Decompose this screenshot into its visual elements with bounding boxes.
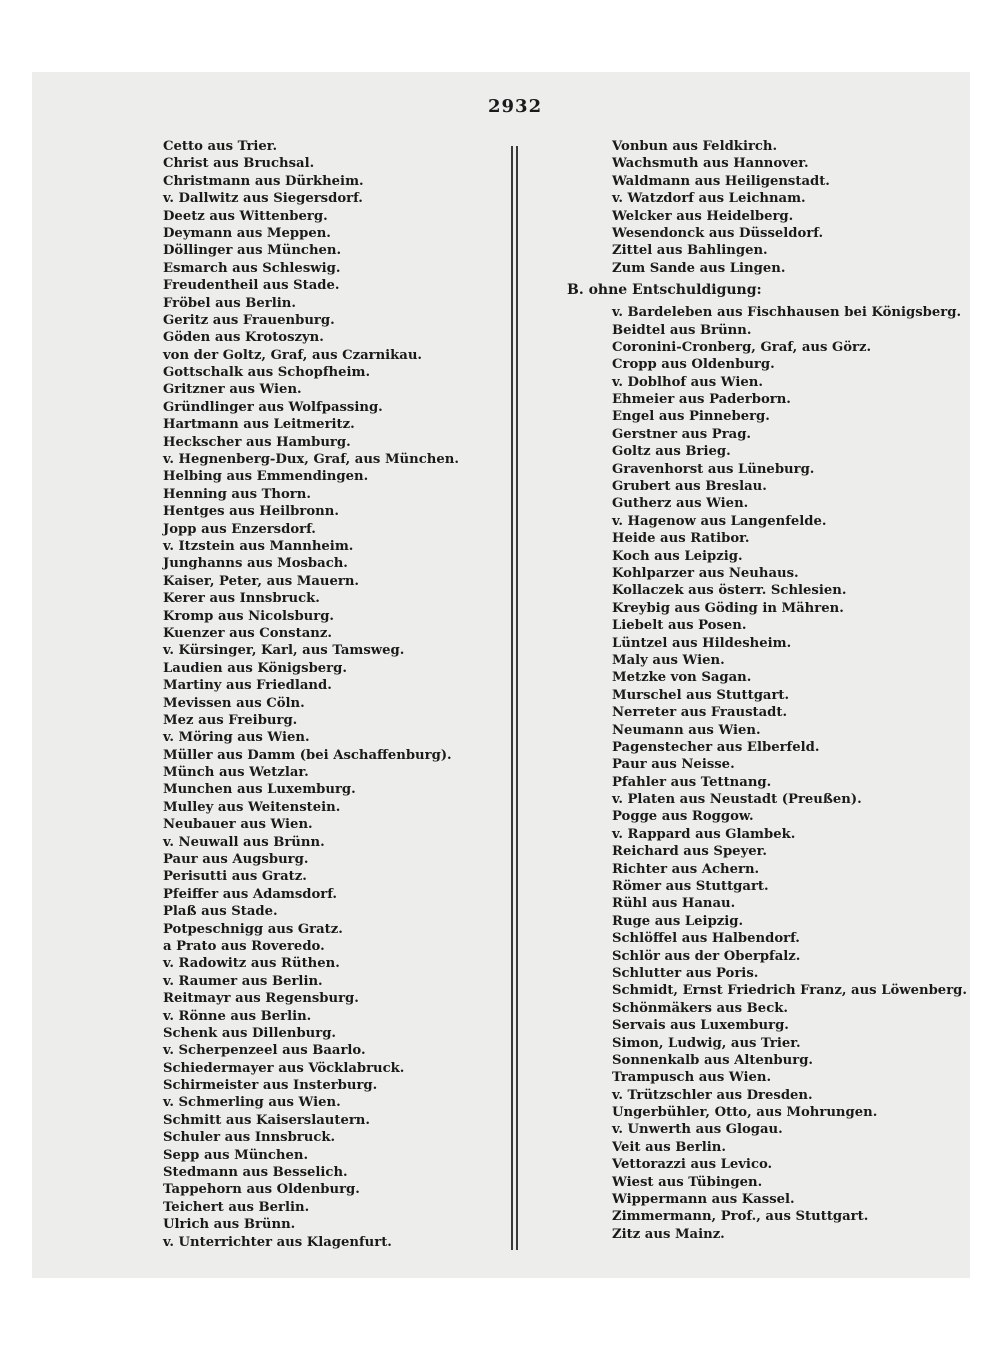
- column-rule-right: [516, 146, 518, 1250]
- list-item: Kaiser, Peter, aus Mauern.: [163, 573, 360, 589]
- list-item: Gründlinger aus Wolfpassing.: [163, 399, 383, 415]
- list-item: Pfahler aus Tettnang.: [612, 774, 772, 790]
- list-item: Martiny aus Friedland.: [163, 678, 332, 694]
- section-heading: B. ohne Entschuldigung:: [567, 282, 762, 299]
- list-item: Kohlparzer aus Neuhaus.: [612, 565, 799, 581]
- list-item: Geritz aus Frauenburg.: [163, 312, 335, 328]
- list-item: Vettorazzi aus Levico.: [612, 1157, 773, 1173]
- list-item: Mulley aus Weitenstein.: [163, 799, 341, 815]
- list-item: Wesendonck aus Düsseldorf.: [612, 225, 824, 241]
- list-item: Servais aus Luxemburg.: [612, 1018, 789, 1034]
- list-item: Paur aus Neisse.: [612, 757, 735, 773]
- list-item: Zum Sande aus Lingen.: [612, 260, 786, 276]
- list-item: v. Kürsinger, Karl, aus Tamsweg.: [163, 643, 405, 659]
- list-item: v. Platen aus Neustadt (Preußen).: [612, 792, 862, 808]
- list-item: Mez aus Freiburg.: [163, 712, 298, 728]
- list-item: Wachsmuth aus Hannover.: [612, 156, 809, 172]
- list-item: Schuler aus Innsbruck.: [163, 1130, 336, 1146]
- list-item: Laudien aus Königsberg.: [163, 660, 347, 676]
- list-item: v. Neuwall aus Brünn.: [163, 834, 325, 850]
- list-item: Kollaczek aus österr. Schlesien.: [612, 583, 847, 599]
- list-item: Wippermann aus Kassel.: [612, 1192, 795, 1208]
- list-item: Heckscher aus Hamburg.: [163, 434, 351, 450]
- page-number: 2932: [488, 96, 543, 117]
- list-item: Grubert aus Breslau.: [612, 479, 767, 495]
- right-column: [567, 138, 972, 1243]
- list-item: v. Rappard aus Glambek.: [612, 826, 796, 842]
- list-item: Fröbel aus Berlin.: [163, 295, 296, 311]
- list-item: Schlör aus der Oberpfalz.: [612, 948, 801, 964]
- list-item: v. Unwerth aus Glogau.: [612, 1122, 783, 1138]
- list-item: Deetz aus Wittenberg.: [163, 208, 328, 224]
- list-item: Metzke von Sagan.: [612, 670, 752, 686]
- list-item: v. Hegnenberg-Dux, Graf, aus München.: [163, 452, 459, 468]
- list-item: Pagenstecher aus Elberfeld.: [612, 739, 820, 755]
- list-item: v. Bardeleben aus Fischhausen bei Königsberg.: [612, 305, 962, 321]
- list-item: Ehmeier aus Paderborn.: [612, 392, 791, 408]
- list-item: Römer aus Stuttgart.: [612, 879, 769, 895]
- list-item: Coronini-Cronberg, Graf, aus Görz.: [612, 339, 872, 355]
- list-item: Simon, Ludwig, aus Trier.: [612, 1035, 801, 1051]
- list-item: v. Trützschler aus Dresden.: [612, 1087, 813, 1103]
- list-item: Teichert aus Berlin.: [163, 1199, 310, 1215]
- list-item: Gutherz aus Wien.: [612, 496, 749, 512]
- list-item: Lüntzel aus Hildesheim.: [612, 635, 792, 651]
- list-item: Paur aus Augsburg.: [163, 852, 309, 868]
- list-item: Reitmayr aus Regensburg.: [163, 991, 359, 1007]
- column-rule-left: [511, 146, 513, 1250]
- list-item: Zittel aus Bahlingen.: [612, 243, 768, 259]
- list-item: Gottschalk aus Schopfheim.: [163, 365, 371, 381]
- list-item: Gerstner aus Prag.: [612, 426, 752, 442]
- list-item: v. Scherpenzeel aus Baarlo.: [163, 1043, 366, 1059]
- list-item: Schenk aus Dillenburg.: [163, 1025, 337, 1041]
- list-item: v. Dallwitz aus Siegersdorf.: [163, 191, 363, 207]
- list-item: Schlöffel aus Halbendorf.: [612, 931, 800, 947]
- list-item: von der Goltz, Graf, aus Czarnikau.: [163, 347, 423, 363]
- list-item: Perisutti aus Gratz.: [163, 869, 307, 885]
- list-item: Ungerbühler, Otto, aus Mohrungen.: [612, 1105, 878, 1121]
- list-item: Plaß aus Stade.: [163, 904, 278, 920]
- list-item: Esmarch aus Schleswig.: [163, 260, 341, 276]
- list-item: Heide aus Ratibor.: [612, 531, 750, 547]
- list-item: Trampusch aus Wien.: [612, 1070, 772, 1086]
- right-column-bottom-list: [612, 304, 972, 1243]
- list-item: Kuenzer aus Constanz.: [163, 625, 332, 641]
- list-item: Hartmann aus Leitmeritz.: [163, 417, 355, 433]
- list-item: Schönmäkers aus Beck.: [612, 1000, 788, 1016]
- list-item: Maly aus Wien.: [612, 652, 725, 668]
- list-item: Richter aus Achern.: [612, 861, 760, 877]
- list-item: v. Schmerling aus Wien.: [163, 1095, 341, 1111]
- list-item: Kreybig aus Göding in Mähren.: [612, 600, 844, 616]
- list-item: v. Möring aus Wien.: [163, 730, 310, 746]
- list-item: Liebelt aus Posen.: [612, 618, 747, 634]
- list-item: Sepp aus München.: [163, 1147, 309, 1163]
- list-item: Zitz aus Mainz.: [612, 1226, 725, 1242]
- list-item: Helbing aus Emmendingen.: [163, 469, 369, 485]
- list-item: Christ aus Bruchsal.: [163, 156, 315, 172]
- list-item: Müller aus Damm (bei Aschaffenburg).: [163, 747, 452, 763]
- list-item: v. Itzstein aus Mannheim.: [163, 538, 354, 554]
- list-item: Rühl aus Hanau.: [612, 896, 736, 912]
- list-item: Koch aus Leipzig.: [612, 548, 743, 564]
- list-item: a Prato aus Roveredo.: [163, 938, 325, 954]
- list-item: v. Rönne aus Berlin.: [163, 1008, 312, 1024]
- list-item: Stedmann aus Besselich.: [163, 1165, 348, 1181]
- list-item: Junghanns aus Mosbach.: [163, 556, 348, 572]
- list-item: Döllinger aus München.: [163, 243, 342, 259]
- list-item: Freudentheil aus Stade.: [163, 278, 340, 294]
- list-item: Zimmermann, Prof., aus Stuttgart.: [612, 1209, 869, 1225]
- list-item: Reichard aus Speyer.: [612, 844, 767, 860]
- list-item: Ulrich aus Brünn.: [163, 1217, 296, 1233]
- list-item: Schlutter aus Poris.: [612, 965, 759, 981]
- list-item: Wiest aus Tübingen.: [612, 1174, 763, 1190]
- list-item: Waldmann aus Heiligenstadt.: [612, 173, 830, 189]
- list-item: Deymann aus Meppen.: [163, 225, 331, 241]
- list-item: Veit aus Berlin.: [612, 1139, 726, 1155]
- list-item: Ruge aus Leipzig.: [612, 913, 744, 929]
- list-item: Henning aus Thorn.: [163, 486, 311, 502]
- list-item: Kerer aus Innsbruck.: [163, 591, 320, 607]
- list-item: Göden aus Krotoszyn.: [163, 330, 324, 346]
- list-item: Welcker aus Heidelberg.: [612, 208, 794, 224]
- list-item: Tappehorn aus Oldenburg.: [163, 1182, 360, 1198]
- list-item: Schiedermayer aus Vöcklabruck.: [163, 1060, 405, 1076]
- list-item: Beidtel aus Brünn.: [612, 322, 752, 338]
- list-item: Kromp aus Nicolsburg.: [163, 608, 335, 624]
- list-item: Neumann aus Wien.: [612, 722, 761, 738]
- list-item: Gravenhorst aus Lüneburg.: [612, 461, 815, 477]
- list-item: v. Raumer aus Berlin.: [163, 973, 323, 989]
- list-item: Engel aus Pinneberg.: [612, 409, 770, 425]
- list-item: v. Watzdorf aus Leichnam.: [612, 191, 806, 207]
- list-item: Pfeiffer aus Adamsdorf.: [163, 886, 338, 902]
- list-item: Nerreter aus Fraustadt.: [612, 705, 788, 721]
- right-column-top-list: [612, 138, 972, 277]
- list-item: Hentges aus Heilbronn.: [163, 504, 339, 520]
- list-item: v. Unterrichter aus Klagenfurt.: [163, 1234, 392, 1250]
- list-item: v. Hagenow aus Langenfelde.: [612, 513, 827, 529]
- list-item: Münch aus Wetzlar.: [163, 765, 309, 781]
- list-item: Murschel aus Stuttgart.: [612, 687, 790, 703]
- list-item: Schmitt aus Kaiserslautern.: [163, 1112, 370, 1128]
- list-item: v. Doblhof aus Wien.: [612, 374, 763, 390]
- list-item: Jopp aus Enzersdorf.: [163, 521, 316, 537]
- list-item: Gritzner aus Wien.: [163, 382, 302, 398]
- list-item: Pogge aus Roggow.: [612, 809, 754, 825]
- list-item: Goltz aus Brieg.: [612, 444, 731, 460]
- list-item: Schmidt, Ernst Friedrich Franz, aus Löwenberg.: [612, 983, 967, 999]
- list-item: Cropp aus Oldenburg.: [612, 357, 775, 373]
- list-item: Neubauer aus Wien.: [163, 817, 313, 833]
- list-item: Cetto aus Trier.: [163, 139, 278, 154]
- list-item: Sonnenkalb aus Altenburg.: [612, 1052, 814, 1068]
- list-item: Munchen aus Luxemburg.: [163, 782, 356, 798]
- list-item: Vonbun aus Feldkirch.: [612, 139, 778, 154]
- list-item: Schirmeister aus Insterburg.: [163, 1078, 378, 1094]
- list-item: v. Radowitz aus Rüthen.: [163, 956, 340, 972]
- list-item: Mevissen aus Cöln.: [163, 695, 305, 711]
- left-column: [163, 138, 493, 1251]
- list-item: Christmann aus Dürkheim.: [163, 173, 364, 189]
- list-item: Potpeschnigg aus Gratz.: [163, 921, 343, 937]
